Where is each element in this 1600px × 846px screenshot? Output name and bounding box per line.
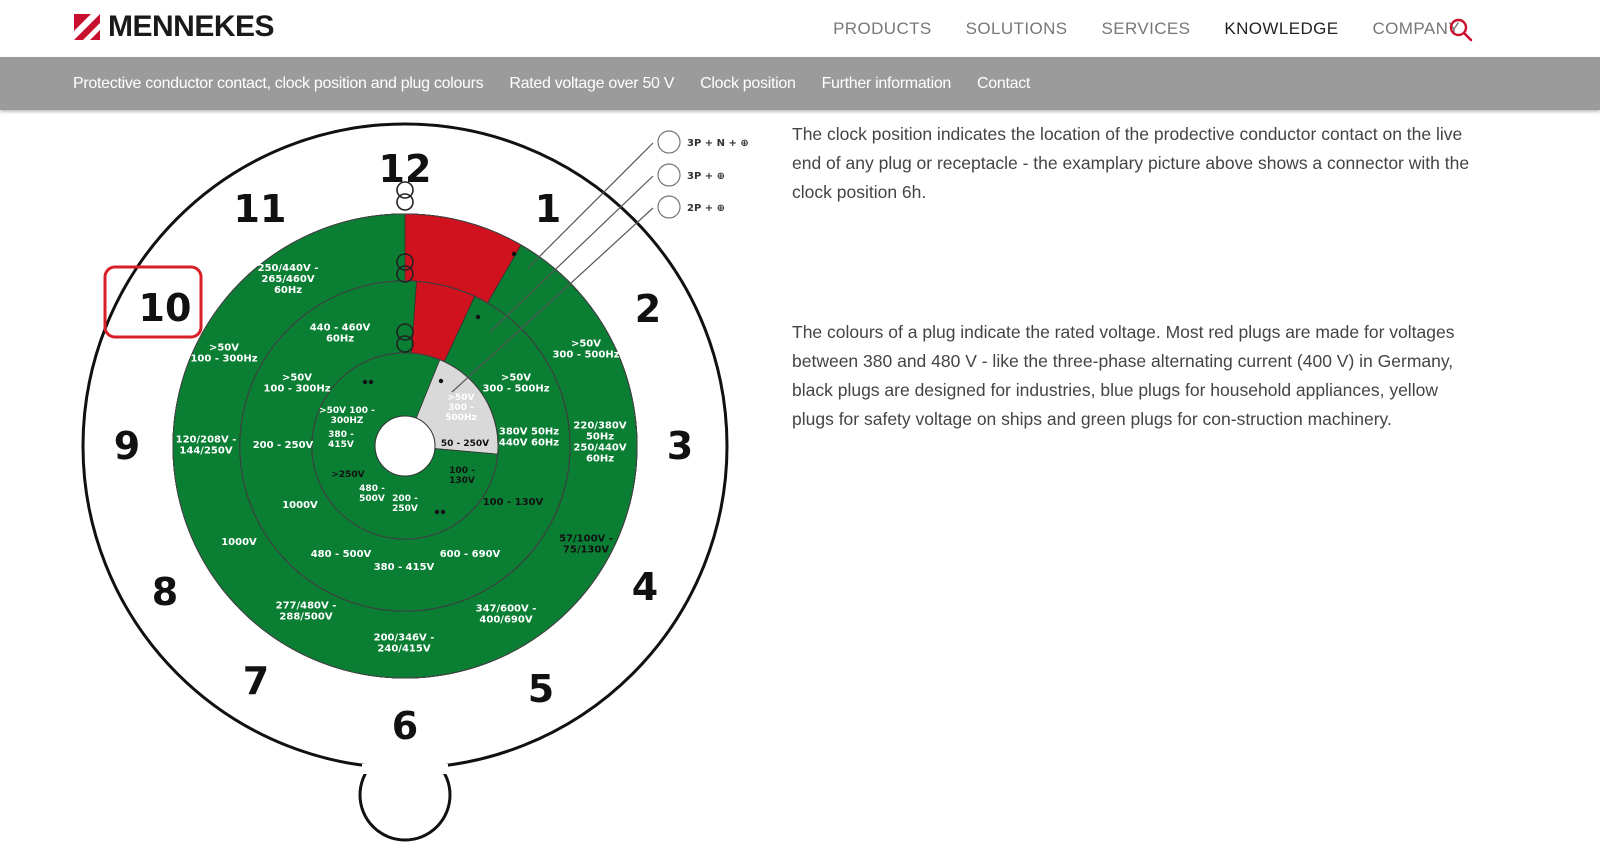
dial-tab-mask [362,764,448,774]
middle-ring-label-line: 440 - 460V [309,322,371,334]
inner-ring-label-line: 300HZ [330,415,364,426]
subnav-clock-position[interactable]: Clock position [700,74,796,92]
inner-ring-label [331,470,364,480]
middle-ring-label-line: 480 - 500V [310,549,372,560]
outer-ring-label-line: 250/440V - [257,263,319,274]
socket-face-icon [658,196,680,218]
hour-label-3: 3 [666,424,694,468]
inner-ring-label [328,430,354,450]
subnav-rated-voltage[interactable]: Rated voltage over 50 V [509,74,675,92]
middle-ring-label-line: 380 - 415V [373,562,435,573]
middle-ring-label [483,497,544,508]
inner-ring-label-line: 415V [328,439,354,450]
socket-face-icon [658,131,680,153]
socket-face-icon [658,164,680,186]
outer-ring-label-line: 120/208V - [175,434,237,446]
main-nav [833,18,1460,40]
outer-ring-label-line: 100 - 300Hz [190,353,258,365]
outer-ring-label-line: 300 - 500Hz [552,349,620,361]
middle-ring-label [440,549,501,560]
inner-ring-label-line: >50V [447,393,475,404]
legend-label: 3P + ⊕ [687,171,726,182]
middle-ring-label [374,562,435,573]
subnav-protective-conductor[interactable]: Protective conductor contact, clock position and plug colours [73,74,484,92]
hour-label-12: 12 [378,147,432,191]
inner-ring-label [392,494,418,514]
inner-ring-label-line: 380 - [328,430,354,441]
outer-ring-label-line: 265/460V [261,274,315,285]
inner-ring-label-line: 250V [392,503,418,514]
pin-dot [369,380,373,384]
inner-ring-label [449,466,475,486]
outer-ring-label-line: 50Hz [585,431,615,443]
outer-ring-label-line: 60Hz [585,453,615,465]
outer-ring-label [559,534,613,556]
pin-dot [363,380,367,384]
nav-company[interactable]: COMPANY [1372,19,1460,38]
search-icon[interactable] [1448,17,1474,43]
inner-ring-label-line: 50 - 250V [440,439,490,449]
hour-label-4: 4 [631,565,659,609]
subnav-contact[interactable]: Contact [977,74,1031,92]
outer-ring-label-line: 277/480V - [275,600,337,612]
middle-ring-label-line: 1000V [282,500,318,511]
nav-solutions[interactable]: SOLUTIONS [965,19,1068,38]
outer-ring-label-line: 200/346V - [373,632,435,644]
inner-ring-label-line: 130V [449,475,475,486]
outer-ring-label-line: 220/380V [573,420,627,432]
site-header [0,0,1600,57]
outer-ring-label-line: 347/600V - [475,603,537,615]
outer-ring-label-line: 250/440V [573,442,627,454]
outer-ring-label-line: >50V [570,338,602,350]
outer-ring-label-line: 60Hz [273,285,303,296]
inner-ring-label-line: 100 - [449,466,475,477]
outer-ring-label-line: 144/250V [179,445,233,457]
inner-ring-label [445,393,477,423]
logo-text: MENNEKES [108,10,275,43]
middle-ring-label-line: 100 - 130V [482,497,544,508]
clock-position-paragraph: The clock position indicates the location of the prodective conductor contact on the live end of any plug or receptacle - the examplary picture above shows a connector with the clock position 6h. [792,124,1470,202]
hour-label-2: 2 [634,287,662,331]
nav-knowledge[interactable]: KNOWLEDGE [1224,19,1339,38]
middle-ring-label [253,440,314,451]
middle-ring-label-line: 300 - 500Hz [482,383,550,395]
sub-navigation [0,57,1600,110]
inner-ring-label [441,439,489,449]
outer-ring-label-line: >50V [208,342,240,354]
outer-ring-label-line: 240/415V [377,643,431,655]
outer-ring-label [374,633,435,655]
outer-ring-label [476,604,537,626]
middle-ring-label-line: 440V 60Hz [498,437,560,449]
pin-dot [439,379,443,383]
hour-label-9: 9 [113,424,141,468]
inner-ring-label-line: 200 - [392,494,418,505]
outer-ring-label-line: 1000V [221,537,257,548]
outer-ring-label-line: 75/130V [562,544,610,556]
hour-label-5: 5 [527,667,555,711]
inner-ring-label-line: 300 - [448,403,474,413]
middle-ring-label [499,427,559,449]
nav-services[interactable]: SERVICES [1101,19,1191,38]
inner-ring-label-line: >50V 100 - [319,406,375,417]
middle-ring-label-line: 60Hz [325,333,355,345]
middle-ring-label-line: >50V [281,372,313,384]
hour-label-7: 7 [242,659,270,703]
inner-ring-label-line: 500Hz [445,412,477,423]
subnav-further-information[interactable]: Further information [821,74,952,92]
outer-ring-label [276,601,337,623]
middle-ring-label-line: >50V [500,372,532,384]
pin-dot [435,510,439,514]
clock-position-diagram [80,118,749,838]
middle-ring-label-line: 200 - 250V [252,440,314,451]
middle-ring-label [282,500,318,511]
hour-label-8: 8 [151,570,179,614]
outer-ring-label [176,435,237,457]
content-text [792,120,1482,429]
hour-label-11: 11 [233,187,287,231]
middle-ring-label-line: 100 - 300Hz [263,383,331,395]
nav-products[interactable]: PRODUCTS [833,19,932,38]
outer-ring-label-line: 288/500V [279,611,333,623]
inner-ring-label-line: 480 - [359,484,385,495]
middle-ring-label [311,549,372,560]
middle-ring-label-line: 600 - 690V [439,549,501,560]
pin-dot [476,315,480,319]
inner-ring-label-line: >250V [331,470,365,480]
inner-ring-label-line: 500V [359,493,385,504]
inner-ring-label [359,484,385,504]
legend-label: 2P + ⊕ [687,203,726,214]
hour-label-6: 6 [391,704,419,748]
hour-label-10: 10 [138,286,192,330]
middle-ring-label-line: 380V 50Hz [498,426,560,438]
pin-dot [441,510,445,514]
mennekes-logo[interactable] [74,12,274,42]
hour-label-1: 1 [534,187,562,231]
pin-dot [512,252,516,256]
center-hole [375,416,435,476]
logo-mark-icon [74,14,100,40]
legend-label: 3P + N + ⊕ [687,138,749,149]
outer-ring-label-line: 57/100V - [559,533,613,545]
plug-colours-paragraph: The colours of a plug indicate the rated voltage. Most red plugs are made for voltages between 380 and 480 V - like the three-phase alternating current (400 V) in Germany, black plugs are designed for industries, blue plugs for household appliances, yellow plugs for safety voltage on ships and green plugs for con-struction machinery. [792,322,1455,429]
outer-ring-label [221,537,257,548]
outer-ring-label-line: 400/690V [479,614,533,626]
